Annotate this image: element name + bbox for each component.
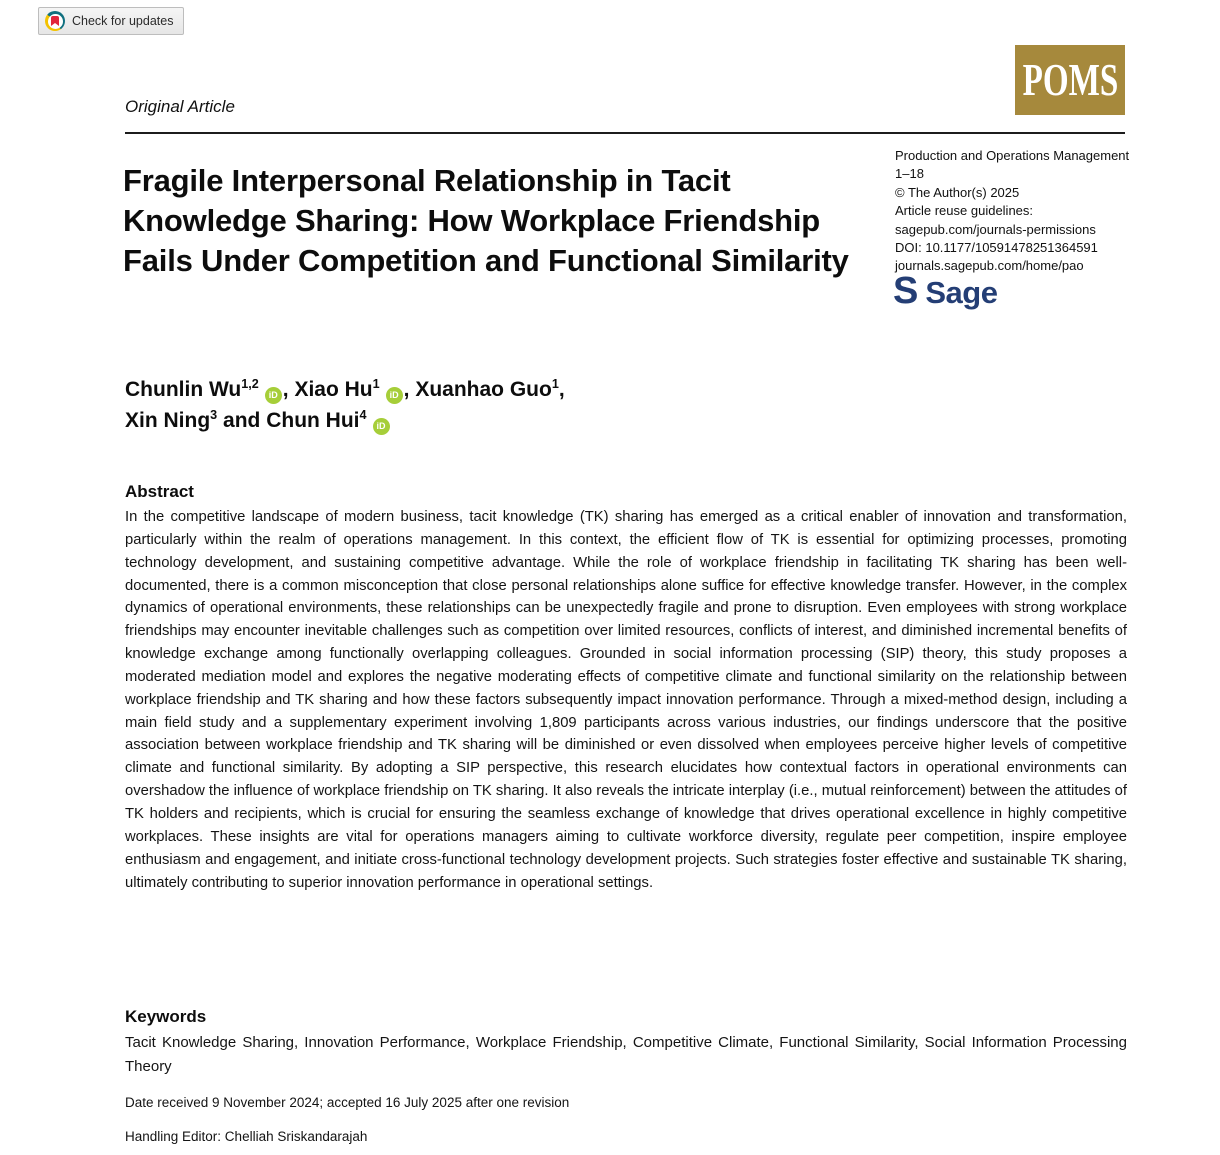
author-separator: and (217, 409, 267, 432)
author-separator: , (403, 378, 416, 401)
journal-info-line: Article reuse guidelines: (895, 203, 1034, 219)
bookmark-icon (51, 16, 59, 26)
orcid-icon[interactable]: iD (373, 418, 390, 435)
authors-line-1 (125, 374, 865, 405)
author-affiliation-superscript: 1 (551, 377, 559, 391)
author-name: Chun Hui (266, 409, 360, 432)
journal-info-block (895, 147, 1135, 276)
article-type-label: Original Article (125, 97, 235, 116)
journal-info-line: 1–18 (895, 166, 924, 182)
authors-block (125, 374, 865, 436)
keywords-heading: Keywords (125, 1007, 207, 1026)
crossmark-inner-circle (48, 14, 63, 29)
orcid-icon[interactable]: iD (386, 387, 403, 404)
journal-info-line[interactable]: sagepub.com/journals-permissions (895, 221, 1096, 237)
abstract-text: In the competitive landscape of modern business, tacit knowledge (TK) sharing has emerged as a critical enabler of innovation and transformation, particularly within the realm of operations management. In this context, the efficient flow of TK is essential for optimizing processes, promoting technology development, and sustaining competitive advantage. While the role of workplace friendship in facilitating TK sharing has been well-documented, there is a common misconception that close personal relationships alone suffice for effective knowledge transfer. However, in the complex dynamics of operational environments, these relationships can be unexpectedly fragile and prone to disruption. Even employees with strong workplace friendships may encounter inevitable challenges such as competition over limited resources, conflicts of interest, and diminished incremental benefits of knowledge exchange among functionally overlapping colleagues. Grounded in social information processing (SIP) theory, this study proposes a moderated mediation model and explores the negative moderating effects of competitive climate and functional similarity on the relationship between workplace friendship and TK sharing and how these factors subsequently impact innovation performance. Through a mixed-method design, including a main field study and a supplementary experiment involving 1,809 participants across various industries, our findings underscore that the positive association between workplace friendship and TK sharing will be diminished or even dissolved when employees perceive higher levels of competitive climate and functional similarity. By adopting a SIP perspective, this research elucidates how contextual factors in operational environments can overshadow the influence of workplace friendship on TK sharing. It also reveals the intricate interplay (i.e., mutual reinforcement) between the attitudes of TK holders and recipients, which is crucial for ensuring the seamless exchange of knowledge that drives operational excellence in highly competitive workplaces. These insights are vital for operations managers aiming to cultivate workforce diversity, regulate peer competition, inspire employee enthusiasm and engagement, and initiate cross-functional technology development projects. Such strategies foster effective and sustainable TK sharing, ultimately contributing to superior innovation performance in operational settings. (125, 509, 1127, 891)
poms-journal-logo (1015, 45, 1125, 115)
keywords-text: Tacit Knowledge Sharing, Innovation Performance, Workplace Friendship, Competitive Climate, Functional Similarity, Social Information Processing Theory (125, 1034, 1127, 1075)
abstract-heading: Abstract (125, 482, 194, 501)
crossmark-icon (45, 11, 65, 31)
sage-s-icon: S (893, 270, 918, 312)
poms-logo-text: POMS (1022, 54, 1118, 105)
author-name: Xiao Hu (294, 378, 373, 401)
author-affiliation-superscript: 3 (210, 408, 218, 422)
author-affiliation-superscript: 1,2 (241, 377, 259, 391)
sage-wordmark: Sage (925, 275, 998, 310)
author-affiliation-superscript: 1 (372, 377, 380, 391)
date-received-line: Date received 9 November 2024; accepted 16 July 2025 after one revision (125, 1095, 570, 1110)
journal-info-line: Production and Operations Management (895, 148, 1130, 163)
sage-publisher-logo (893, 272, 997, 310)
journal-info-line[interactable]: journals.sagepub.com/home/pao (895, 258, 1084, 274)
check-for-updates-button[interactable] (38, 7, 184, 35)
journal-info-line: © The Author(s) 2025 (895, 184, 1020, 200)
author-separator: , (558, 378, 565, 401)
orcid-icon[interactable]: iD (265, 387, 282, 404)
check-for-updates-label: Check for updates (72, 14, 174, 28)
author-name: Chunlin Wu (125, 378, 242, 401)
header-divider (125, 132, 1125, 134)
author-separator: , (282, 378, 295, 401)
page-title: Fragile Interpersonal Relationship in Tacit Knowledge Sharing: How Workplace Friendship Fails Under Competition and Functional Similarity (123, 163, 849, 278)
author-name: Xuanhao Guo (415, 378, 552, 401)
handling-editor-line: Handling Editor: Chelliah Sriskandarajah (125, 1129, 368, 1144)
author-affiliation-superscript: 4 (359, 408, 367, 422)
authors-line-2 (125, 405, 865, 436)
journal-info-line: DOI: 10.1177/10591478251364591 (895, 240, 1098, 256)
author-name: Xin Ning (125, 409, 211, 432)
